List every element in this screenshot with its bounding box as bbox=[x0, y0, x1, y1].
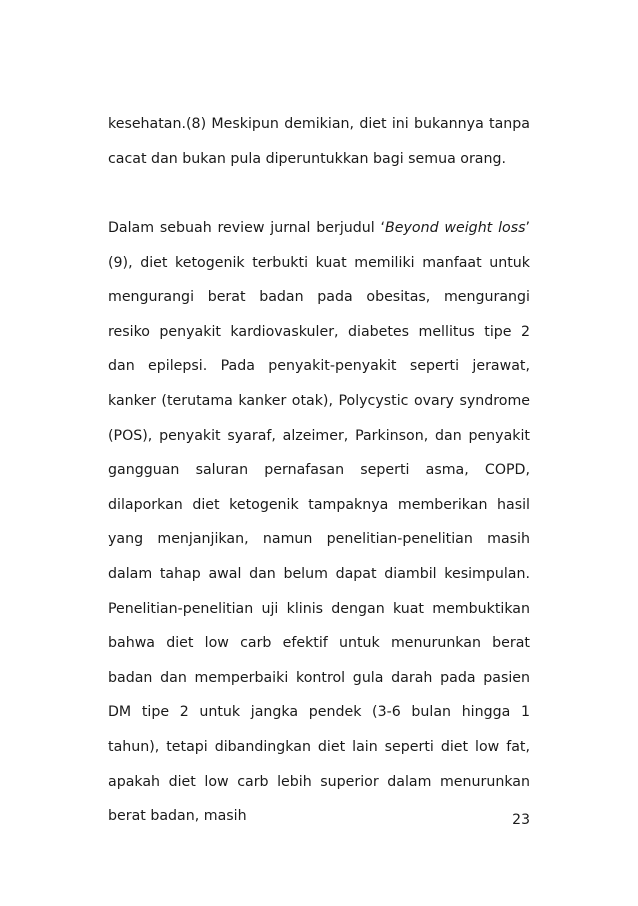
paragraph-2-text-rest: ’ (9), diet ketogenik terbukti kuat memiliki manfaat untuk mengurangi berat badan pada obesitas, mengurangi resiko penyakit kardiovaskuler, diabetes mellitus tipe 2 dan epilepsi. Pada penyakit-penyakit seperti jerawat, kanker (terutama kanker otak), Polycystic ovary syndrome (POS), penyakit syaraf, alzeimer, Parkinson, dan penyakit gangguan saluran pernafasan seperti asma, COPD, dilaporkan diet ketogenik tampaknya memberikan hasil yang menjanjikan, namun penelitian-penelitian masih dalam tahap awal dan belum dapat diambil kesimpulan. Penelitian-penelitian uji klinis dengan kuat membuktikan bahwa diet low carb efektif untuk menurunkan berat badan dan memperbaiki kontrol gula darah pada pasien DM tipe 2 untuk jangka pendek (3-6 bulan hingga 1 tahun), tetapi dibandingkan diet lain seperti diet low fat, apakah diet low carb lebih superior dalam menurunkan berat badan, masih bbox=[108, 220, 530, 825]
journal-title-italic: Beyond weight loss bbox=[385, 220, 526, 236]
paragraph-1-text: kesehatan.(8) Meskipun demikian, diet ini bukannya tanpa cacat dan bukan pula diperuntukkan bagi semua orang. bbox=[108, 116, 530, 167]
paragraph-2-text-start: Dalam sebuah review jurnal berjudul ‘ bbox=[108, 220, 386, 236]
paragraph-2 bbox=[108, 211, 530, 834]
paragraph-1 bbox=[108, 107, 530, 176]
page-number: 23 bbox=[512, 812, 530, 828]
